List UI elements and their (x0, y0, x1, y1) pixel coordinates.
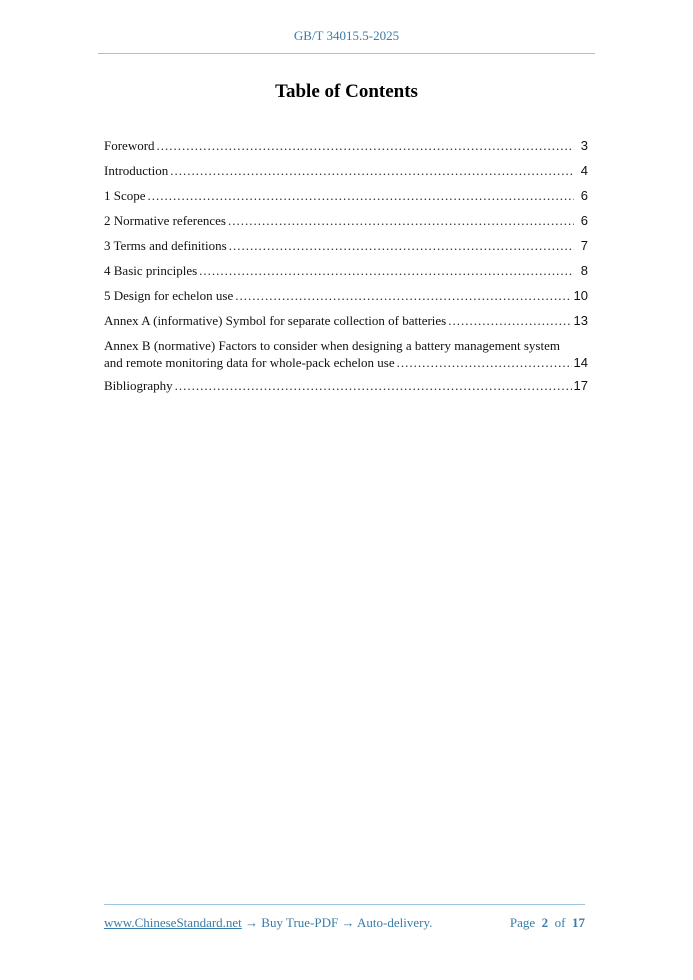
toc-page-number: 10 (573, 288, 588, 303)
dot-leader (170, 162, 574, 179)
page-number (510, 915, 585, 931)
dot-leader (235, 287, 571, 304)
toc-page-number: 13 (573, 313, 588, 328)
toc-entry-label (104, 137, 576, 154)
dot-leader (199, 262, 574, 279)
toc-entry-text: Bibliography (104, 378, 173, 393)
toc-entry-label (104, 237, 576, 254)
toc-page-number: 3 (580, 138, 588, 153)
toc-page-number: 7 (580, 238, 588, 253)
page-header (98, 28, 595, 54)
arrow-right-icon: → (245, 915, 259, 930)
toc-entry[interactable] (104, 162, 588, 179)
page-word: Page (509, 915, 536, 930)
dot-leader (157, 137, 574, 154)
toc-entry-text: Foreword (104, 138, 155, 153)
toc-page-number: 8 (580, 263, 588, 278)
dot-leader (228, 212, 574, 229)
toc-entry-label (104, 337, 574, 371)
table-of-contents (104, 137, 588, 402)
arrow-right-icon: → (341, 915, 355, 930)
toc-page-number: 17 (573, 378, 588, 393)
toc-page-number: 4 (580, 163, 588, 178)
of-word: of (554, 915, 566, 930)
footer-divider (104, 904, 585, 905)
toc-entry-text: Annex B (normative) Factors to consider when designing a battery management system (104, 338, 560, 353)
document-code: GB/T 34015.5-2025 (293, 28, 400, 43)
toc-entry-label (104, 262, 576, 279)
footer-promo (104, 915, 432, 931)
current-page: 2 (541, 915, 549, 930)
toc-entry-label (104, 187, 576, 204)
dot-leader (175, 377, 572, 394)
toc-entry[interactable] (104, 187, 588, 204)
toc-entry[interactable] (104, 377, 588, 394)
toc-entry[interactable] (104, 137, 588, 154)
toc-entry[interactable] (104, 312, 588, 329)
toc-entry-label (104, 212, 576, 229)
auto-delivery-text: Auto-delivery. (357, 915, 433, 930)
toc-page-number: 14 (573, 355, 588, 370)
page-title: Table of Contents (275, 81, 418, 102)
toc-entry-label (104, 312, 574, 329)
toc-entry[interactable] (104, 337, 588, 371)
toc-page-number: 6 (580, 188, 588, 203)
toc-entry[interactable] (104, 237, 588, 254)
toc-entry[interactable] (104, 262, 588, 279)
toc-entry-text: 1 Scope (104, 188, 146, 203)
header-divider (98, 53, 595, 54)
toc-entry-text: Introduction (104, 163, 169, 178)
toc-entry-text: 3 Terms and definitions (104, 238, 227, 253)
toc-entry-label (104, 287, 574, 304)
page-footer (104, 904, 585, 931)
toc-entry-label (104, 377, 574, 394)
dot-leader (397, 354, 572, 371)
toc-entry-text: and remote monitoring data for whole-pack echelon use (104, 355, 395, 370)
toc-entry-text: 2 Normative references (104, 213, 226, 228)
toc-entry-label (104, 162, 576, 179)
toc-entry[interactable] (104, 287, 588, 304)
buy-pdf-text: Buy True-PDF (261, 915, 339, 930)
site-link[interactable]: www.ChineseStandard.net (104, 915, 242, 930)
dot-leader (448, 312, 571, 329)
dot-leader (229, 237, 574, 254)
toc-entry-text: 4 Basic principles (104, 263, 198, 278)
total-pages: 17 (572, 915, 585, 930)
toc-entry-text: 5 Design for echelon use (104, 288, 234, 303)
dot-leader (148, 187, 574, 204)
toc-entry-text: Annex A (informative) Symbol for separate collection of batteries (104, 313, 447, 328)
toc-entry[interactable] (104, 212, 588, 229)
toc-page-number: 6 (580, 213, 588, 228)
